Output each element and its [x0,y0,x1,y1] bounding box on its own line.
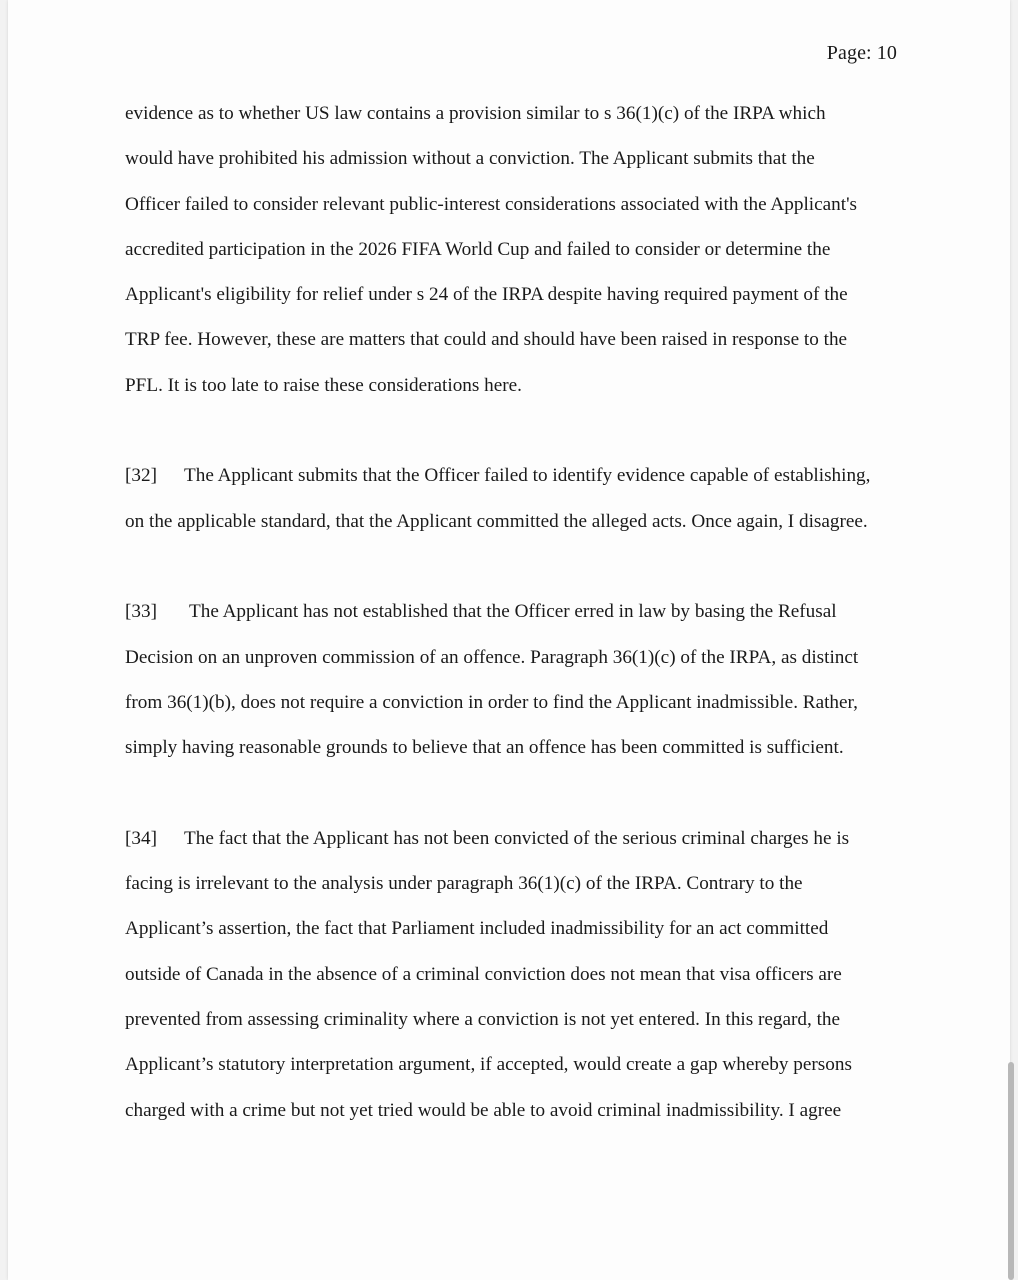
text-line: would have prohibited his admission without a conviction. The Applicant submits that the [125,148,815,170]
vertical-scrollbar[interactable] [1008,1062,1014,1280]
text-line: Decision on an unproven commission of an offence. Paragraph 36(1)(c) of the IRPA, as distinct [125,646,859,668]
text-line: on the applicable standard, that the Applicant committed the alleged acts. Once again, I disagree. [125,510,868,532]
document-body [125,91,895,1133]
paragraph-spacer [125,408,895,453]
text-line: accredited participation in the 2026 FIFA World Cup and failed to consider or determine the [125,238,831,260]
text-line: Applicant's eligibility for relief under s 24 of the IRPA despite having required payment of the [125,284,848,306]
text-line: PFL. It is too late to raise these considerations here. [125,374,522,396]
paragraph-number: [34] [125,827,157,849]
text-run: The Applicant has not established that the Officer erred in law by basing the Refusal [189,601,837,623]
paragraph-spacer [125,770,895,815]
paragraph-continuation [125,91,895,408]
document-page [8,0,1010,1280]
paragraph-spacer [125,544,895,589]
text-line: simply having reasonable grounds to believe that an offence has been committed is sufficient. [125,737,844,759]
text-line: prevented from assessing criminality where a conviction is not yet entered. In this regard, the [125,1008,841,1030]
paragraph-32 [125,453,895,544]
text-line [125,453,895,498]
paragraph-34 [125,816,895,1133]
text-line: outside of Canada in the absence of a criminal conviction does not mean that visa officers are [125,963,842,985]
text-line: charged with a crime but not yet tried would be able to avoid criminal inadmissibility. I agree [125,1099,842,1121]
text-line [125,589,895,634]
paragraph-33 [125,589,895,770]
text-line: TRP fee. However, these are matters that could and should have been raised in response to the [125,329,848,351]
text-line: Officer failed to consider relevant public-interest considerations associated with the Applicant's [125,193,857,215]
text-line: facing is irrelevant to the analysis under paragraph 36(1)(c) of the IRPA. Contrary to the [125,873,803,895]
page-number: Page: 10 [826,42,897,64]
text-run: The Applicant submits that the Officer failed to identify evidence capable of establishing, [184,465,871,487]
paragraph-number: [32] [125,465,157,487]
text-line: Applicant’s statutory interpretation argument, if accepted, would create a gap whereby persons [125,1054,852,1076]
paragraph-number: [33] [125,601,157,623]
text-line: Applicant’s assertion, the fact that Parliament included inadmissibility for an act committed [125,918,829,940]
text-run: The fact that the Applicant has not been convicted of the serious criminal charges he is [184,827,850,849]
text-line [125,816,895,861]
text-line: evidence as to whether US law contains a provision similar to s 36(1)(c) of the IRPA which [125,103,826,124]
text-line: from 36(1)(b), does not require a conviction in order to find the Applicant inadmissible. Rather, [125,691,858,713]
